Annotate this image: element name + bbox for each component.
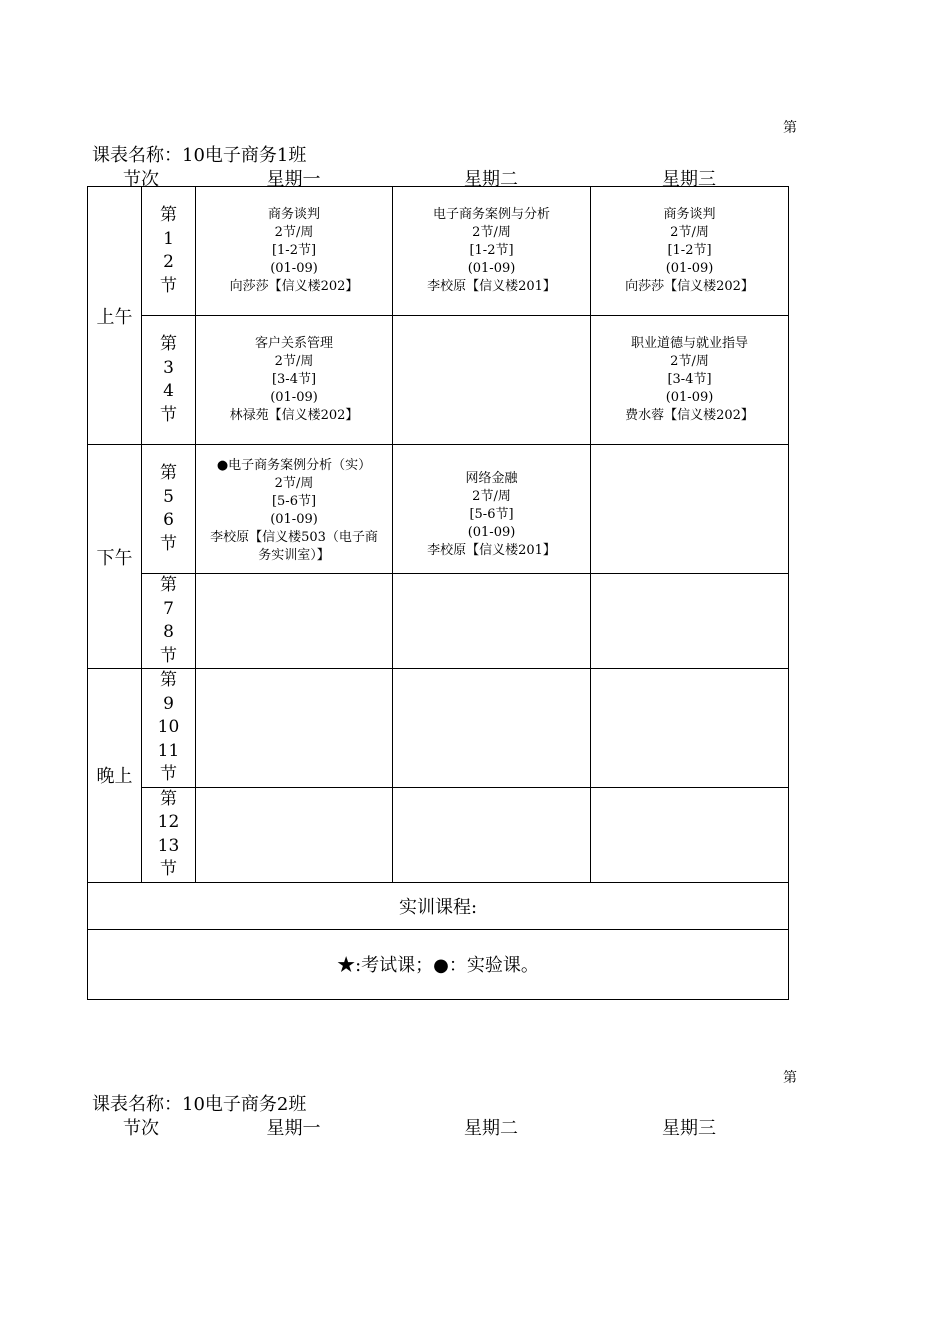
course-cell-tue-1-2[interactable]: 电子商务案例与分析 2节/周 [1-2节] (01-09) 李校原【信义楼201】 — [393, 187, 591, 316]
course-cell-mon-3-4[interactable]: 客户关系管理 2节/周 [3-4节] (01-09) 林禄苑【信义楼202】 — [196, 316, 393, 445]
slot-9-11: 第 9 10 11 节 — [142, 669, 196, 788]
period-evening: 晚上 — [88, 669, 142, 883]
header-period: 节次 — [123, 169, 159, 190]
course-cell-wed-1-2[interactable]: 商务谈判 2节/周 [1-2节] (01-09) 向莎莎【信义楼202】 — [591, 187, 789, 316]
table-row — [88, 882, 789, 929]
edge-fragment-1: 第 — [783, 120, 797, 136]
training-courses-label: 实训课程: — [88, 882, 789, 929]
course-cell-tue-5-6[interactable]: 网络金融 2节/周 [5-6节] (01-09) 李校原【信义楼201】 — [393, 445, 591, 574]
period-morning: 上午 — [88, 187, 142, 445]
course-cell-tue-3-4[interactable] — [393, 316, 591, 445]
header-period-2: 节次 — [123, 1118, 159, 1139]
course-cell-mon-12-13[interactable] — [196, 787, 393, 882]
timetable — [87, 186, 789, 1000]
schedule-title: 课表名称：10电子商务1班 — [92, 145, 307, 166]
course-cell-mon-9-11[interactable] — [196, 669, 393, 788]
slot-7-8: 第 7 8 节 — [142, 574, 196, 669]
header-monday-2: 星期一 — [266, 1118, 321, 1139]
table-row — [88, 574, 789, 669]
legend-note: ★:考试课；●：实验课。 — [88, 929, 789, 999]
header-tuesday: 星期二 — [464, 169, 518, 190]
slot-3-4: 第 3 4 节 — [142, 316, 196, 445]
course-cell-mon-1-2[interactable]: 商务谈判 2节/周 [1-2节] (01-09) 向莎莎【信义楼202】 — [196, 187, 393, 316]
table-row — [88, 316, 789, 445]
course-cell-wed-9-11[interactable] — [591, 669, 789, 788]
course-cell-wed-12-13[interactable] — [591, 787, 789, 882]
header-tuesday-2: 星期二 — [464, 1118, 518, 1139]
header-monday: 星期一 — [266, 169, 321, 190]
course-cell-wed-3-4[interactable]: 职业道德与就业指导 2节/周 [3-4节] (01-09) 费水蓉【信义楼202】 — [591, 316, 789, 445]
table-row — [88, 669, 789, 788]
table-row — [88, 787, 789, 882]
course-cell-wed-5-6[interactable] — [591, 445, 789, 574]
course-cell-tue-9-11[interactable] — [393, 669, 591, 788]
period-afternoon: 下午 — [88, 445, 142, 669]
course-cell-tue-7-8[interactable] — [393, 574, 591, 669]
course-cell-mon-7-8[interactable] — [196, 574, 393, 669]
table-row — [88, 187, 789, 316]
course-cell-wed-7-8[interactable] — [591, 574, 789, 669]
table-row — [88, 445, 789, 574]
table-row — [88, 929, 789, 999]
slot-1-2: 第 1 2 节 — [142, 187, 196, 316]
edge-fragment-2: 第 — [783, 1070, 797, 1086]
header-wednesday-2: 星期三 — [662, 1118, 716, 1139]
header-wednesday: 星期三 — [662, 169, 716, 190]
slot-12-13: 第 12 13 节 — [142, 787, 196, 882]
slot-5-6: 第 5 6 节 — [142, 445, 196, 574]
course-cell-tue-12-13[interactable] — [393, 787, 591, 882]
schedule-title-2: 课表名称：10电子商务2班 — [92, 1094, 307, 1115]
course-cell-mon-5-6[interactable]: ●电子商务案例分析（实） 2节/周 [5-6节] (01-09) 李校原【信义楼503（电子商 务实训室）】 — [196, 445, 393, 574]
